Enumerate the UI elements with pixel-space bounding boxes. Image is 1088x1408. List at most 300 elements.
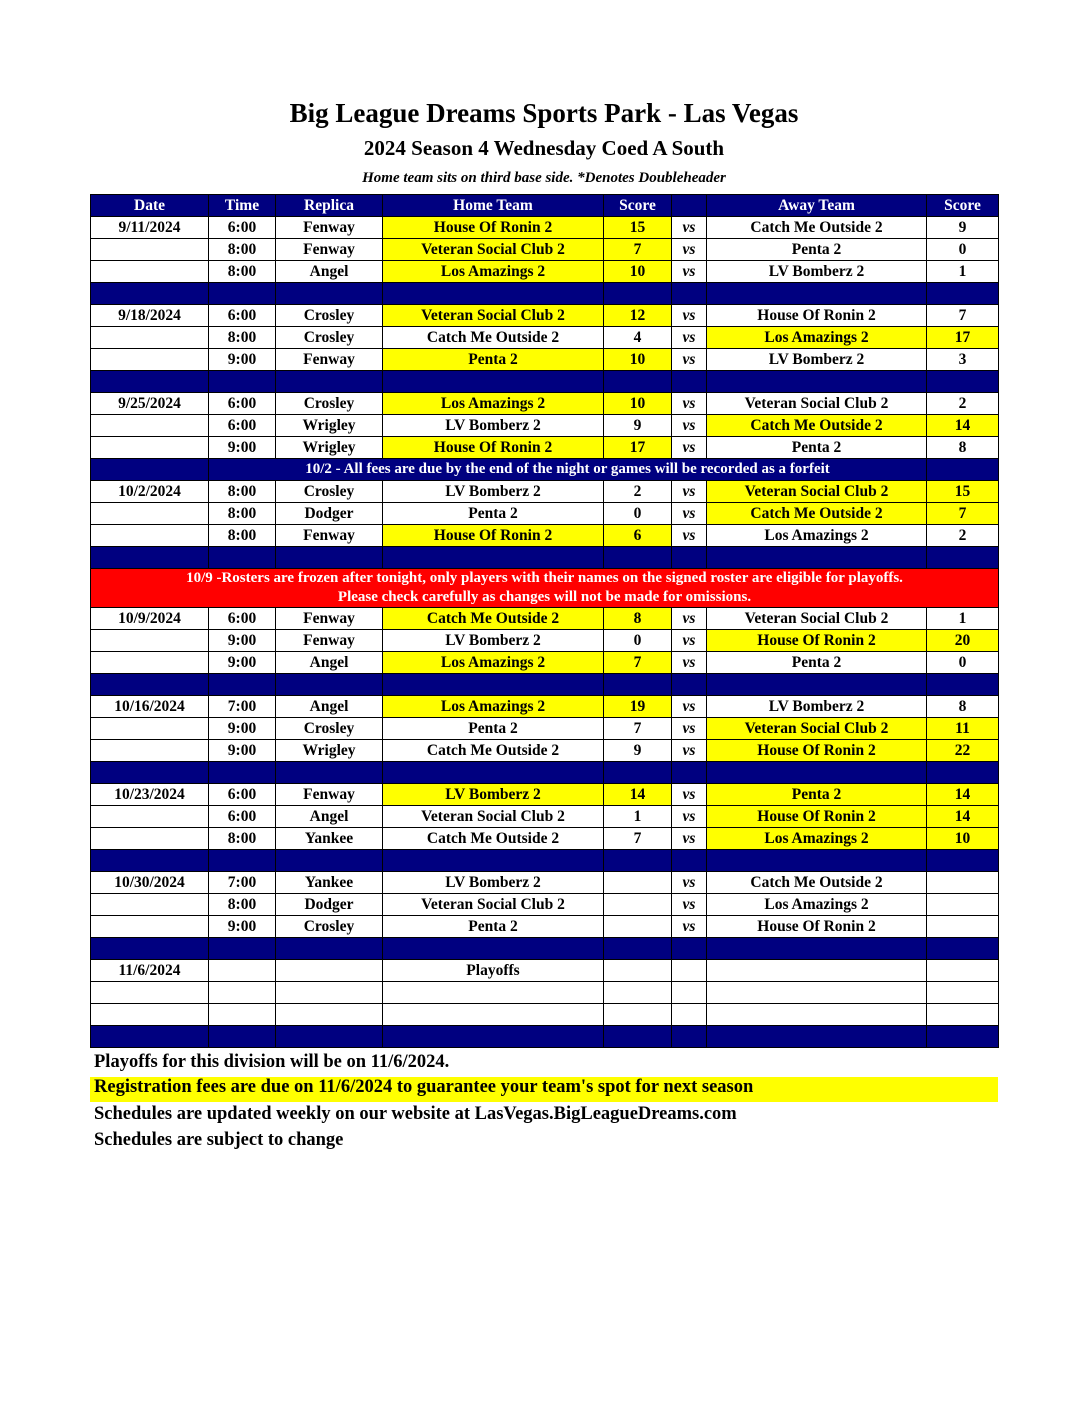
vs-label: vs xyxy=(672,503,707,525)
separator-cell xyxy=(707,762,927,784)
away-score: 1 xyxy=(927,608,999,630)
separator-cell xyxy=(604,674,672,696)
vs-label: vs xyxy=(672,740,707,762)
home-score: 10 xyxy=(604,349,672,371)
away-team: Veteran Social Club 2 xyxy=(707,718,927,740)
game-field: Yankee xyxy=(276,872,383,894)
vs-label: vs xyxy=(672,916,707,938)
game-field: Angel xyxy=(276,652,383,674)
header-home-team: Home Team xyxy=(383,195,604,217)
game-time: 8:00 xyxy=(209,239,276,261)
away-team: Los Amazings 2 xyxy=(707,525,927,547)
separator-cell xyxy=(91,762,209,784)
vs-label xyxy=(672,960,707,982)
away-score xyxy=(927,1004,999,1026)
away-score: 17 xyxy=(927,327,999,349)
footer-playoffs-note: Playoffs for this division will be on 11/6/2024. xyxy=(94,1052,450,1072)
game-field xyxy=(276,982,383,1004)
game-field: Crosley xyxy=(276,305,383,327)
game-time: 9:00 xyxy=(209,349,276,371)
separator-cell xyxy=(209,850,276,872)
vs-label: vs xyxy=(672,481,707,503)
game-row xyxy=(91,872,999,894)
home-score: 7 xyxy=(604,828,672,850)
vs-label: vs xyxy=(672,415,707,437)
game-row xyxy=(91,481,999,503)
home-score: 4 xyxy=(604,327,672,349)
separator-cell xyxy=(927,674,999,696)
game-date: 11/6/2024 xyxy=(91,960,209,982)
home-team: House Of Ronin 2 xyxy=(383,437,604,459)
game-time: 7:00 xyxy=(209,696,276,718)
game-date xyxy=(91,828,209,850)
away-score xyxy=(927,872,999,894)
vs-label: vs xyxy=(672,608,707,630)
header-row xyxy=(91,195,999,217)
separator-cell xyxy=(91,938,209,960)
game-date xyxy=(91,349,209,371)
header-date: Date xyxy=(91,195,209,217)
game-row xyxy=(91,437,999,459)
vs-label: vs xyxy=(672,652,707,674)
game-date xyxy=(91,261,209,283)
vs-label: vs xyxy=(672,239,707,261)
separator-cell xyxy=(91,850,209,872)
vs-label: vs xyxy=(672,872,707,894)
separator-cell xyxy=(209,371,276,393)
game-time: 8:00 xyxy=(209,894,276,916)
away-score: 3 xyxy=(927,349,999,371)
game-time: 8:00 xyxy=(209,261,276,283)
game-row xyxy=(91,718,999,740)
separator-cell xyxy=(91,371,209,393)
away-score: 10 xyxy=(927,828,999,850)
away-score xyxy=(927,916,999,938)
away-score: 0 xyxy=(927,239,999,261)
separator-cell xyxy=(209,674,276,696)
separator-cell xyxy=(707,1026,927,1048)
away-team: House Of Ronin 2 xyxy=(707,916,927,938)
separator-cell xyxy=(672,1026,707,1048)
home-score: 7 xyxy=(604,652,672,674)
home-score: 7 xyxy=(604,718,672,740)
home-score xyxy=(604,960,672,982)
away-team: Catch Me Outside 2 xyxy=(707,503,927,525)
separator-cell xyxy=(276,283,383,305)
page-title: Big League Dreams Sports Park - Las Vegas xyxy=(289,98,799,128)
separator-cell xyxy=(927,1026,999,1048)
separator-cell xyxy=(672,547,707,569)
game-time: 8:00 xyxy=(209,525,276,547)
home-team: LV Bomberz 2 xyxy=(383,415,604,437)
separator-cell xyxy=(707,850,927,872)
footer-website-note: Schedules are updated weekly on our website at LasVegas.BigLeagueDreams.com xyxy=(94,1104,737,1124)
away-score: 8 xyxy=(927,696,999,718)
separator-cell xyxy=(383,674,604,696)
game-field: Fenway xyxy=(276,239,383,261)
game-date xyxy=(91,982,209,1004)
vs-label: vs xyxy=(672,828,707,850)
vs-label: vs xyxy=(672,437,707,459)
away-team: Veteran Social Club 2 xyxy=(707,608,927,630)
away-team: Los Amazings 2 xyxy=(707,828,927,850)
separator-cell xyxy=(927,547,999,569)
vs-label: vs xyxy=(672,327,707,349)
away-score: 11 xyxy=(927,718,999,740)
away-team xyxy=(707,1004,927,1026)
home-team: Veteran Social Club 2 xyxy=(383,239,604,261)
game-date xyxy=(91,525,209,547)
alert-line-2: Please check carefully as changes will not be made for omissions. xyxy=(337,589,752,605)
separator-cell xyxy=(383,938,604,960)
vs-label: vs xyxy=(672,261,707,283)
game-time: 9:00 xyxy=(209,916,276,938)
separator-cell xyxy=(604,938,672,960)
game-field: Fenway xyxy=(276,608,383,630)
separator-row xyxy=(91,674,999,696)
game-row xyxy=(91,784,999,806)
game-field: Wrigley xyxy=(276,437,383,459)
notice-text: 10/2 - All fees are due by the end of the night or games will be recorded as a forfeit xyxy=(209,459,927,481)
game-field: Dodger xyxy=(276,503,383,525)
game-field: Wrigley xyxy=(276,415,383,437)
away-team: Los Amazings 2 xyxy=(707,894,927,916)
home-team xyxy=(383,1004,604,1026)
home-team: Penta 2 xyxy=(383,718,604,740)
game-row xyxy=(91,828,999,850)
game-row xyxy=(91,608,999,630)
away-team: Penta 2 xyxy=(707,437,927,459)
game-time: 6:00 xyxy=(209,393,276,415)
home-team: Los Amazings 2 xyxy=(383,393,604,415)
away-score: 0 xyxy=(927,652,999,674)
game-row xyxy=(91,806,999,828)
separator-cell xyxy=(383,850,604,872)
separator-cell xyxy=(383,1026,604,1048)
notice-blank-cell xyxy=(927,459,999,481)
game-field: Fenway xyxy=(276,630,383,652)
game-date: 10/23/2024 xyxy=(91,784,209,806)
away-team: LV Bomberz 2 xyxy=(707,261,927,283)
game-time: 6:00 xyxy=(209,608,276,630)
home-team: House Of Ronin 2 xyxy=(383,525,604,547)
game-row xyxy=(91,217,999,239)
away-score xyxy=(927,960,999,982)
vs-label xyxy=(672,1004,707,1026)
game-date xyxy=(91,327,209,349)
away-team: Penta 2 xyxy=(707,784,927,806)
separator-cell xyxy=(672,762,707,784)
away-score: 2 xyxy=(927,393,999,415)
separator-row xyxy=(91,547,999,569)
game-row xyxy=(91,1004,999,1026)
game-row xyxy=(91,652,999,674)
game-time: 9:00 xyxy=(209,718,276,740)
page-subtitle: 2024 Season 4 Wednesday Coed A South xyxy=(363,136,725,160)
game-time: 8:00 xyxy=(209,503,276,525)
away-team: LV Bomberz 2 xyxy=(707,349,927,371)
alert-text xyxy=(91,569,999,608)
separator-cell xyxy=(383,762,604,784)
home-score: 19 xyxy=(604,696,672,718)
separator-cell xyxy=(672,850,707,872)
game-field: Angel xyxy=(276,261,383,283)
separator-cell xyxy=(927,762,999,784)
header-away-score: Score xyxy=(927,195,999,217)
separator-cell xyxy=(707,283,927,305)
home-score: 10 xyxy=(604,393,672,415)
game-date xyxy=(91,503,209,525)
game-date: 10/30/2024 xyxy=(91,872,209,894)
game-field: Dodger xyxy=(276,894,383,916)
away-team: House Of Ronin 2 xyxy=(707,305,927,327)
separator-cell xyxy=(672,674,707,696)
game-date xyxy=(91,1004,209,1026)
separator-cell xyxy=(604,371,672,393)
game-field xyxy=(276,1004,383,1026)
home-score: 2 xyxy=(604,481,672,503)
separator-cell xyxy=(672,938,707,960)
separator-row xyxy=(91,1026,999,1048)
away-score: 15 xyxy=(927,481,999,503)
game-date xyxy=(91,630,209,652)
footer-change-note: Schedules are subject to change xyxy=(94,1130,344,1150)
separator-cell xyxy=(209,762,276,784)
home-team: Playoffs xyxy=(383,960,604,982)
separator-cell xyxy=(707,674,927,696)
home-team: Los Amazings 2 xyxy=(383,261,604,283)
away-score: 9 xyxy=(927,217,999,239)
game-time: 6:00 xyxy=(209,415,276,437)
home-team: Catch Me Outside 2 xyxy=(383,740,604,762)
home-team: Catch Me Outside 2 xyxy=(383,608,604,630)
away-team: House Of Ronin 2 xyxy=(707,740,927,762)
separator-cell xyxy=(604,547,672,569)
home-team: Veteran Social Club 2 xyxy=(383,894,604,916)
home-score: 14 xyxy=(604,784,672,806)
game-time: 9:00 xyxy=(209,630,276,652)
separator-cell xyxy=(604,283,672,305)
home-score xyxy=(604,982,672,1004)
home-team: Veteran Social Club 2 xyxy=(383,305,604,327)
header-vs xyxy=(672,195,707,217)
separator-cell xyxy=(604,762,672,784)
game-field: Fenway xyxy=(276,217,383,239)
game-time: 8:00 xyxy=(209,327,276,349)
separator-row xyxy=(91,762,999,784)
game-row xyxy=(91,261,999,283)
separator-cell xyxy=(927,371,999,393)
game-date xyxy=(91,718,209,740)
away-score: 14 xyxy=(927,784,999,806)
away-team: LV Bomberz 2 xyxy=(707,696,927,718)
game-date xyxy=(91,415,209,437)
away-score: 8 xyxy=(927,437,999,459)
header-away-team: Away Team xyxy=(707,195,927,217)
alert-line-1: 10/9 -Rosters are frozen after tonight, only players with their names on the signed roster are eligible for playoffs. xyxy=(186,570,903,586)
separator-cell xyxy=(383,547,604,569)
home-score: 7 xyxy=(604,239,672,261)
home-score: 1 xyxy=(604,806,672,828)
game-field: Crosley xyxy=(276,718,383,740)
separator-cell xyxy=(672,371,707,393)
home-score xyxy=(604,916,672,938)
game-row xyxy=(91,960,999,982)
game-field: Wrigley xyxy=(276,740,383,762)
game-row xyxy=(91,630,999,652)
game-row xyxy=(91,982,999,1004)
separator-cell xyxy=(707,938,927,960)
vs-label: vs xyxy=(672,894,707,916)
header-home-score: Score xyxy=(604,195,672,217)
game-time: 6:00 xyxy=(209,305,276,327)
home-team xyxy=(383,982,604,1004)
vs-label: vs xyxy=(672,784,707,806)
away-team: House Of Ronin 2 xyxy=(707,630,927,652)
away-score xyxy=(927,894,999,916)
separator-cell xyxy=(209,1026,276,1048)
vs-label: vs xyxy=(672,217,707,239)
header-replica: Replica xyxy=(276,195,383,217)
game-field xyxy=(276,960,383,982)
home-score: 17 xyxy=(604,437,672,459)
away-score: 7 xyxy=(927,503,999,525)
separator-row xyxy=(91,938,999,960)
game-time: 9:00 xyxy=(209,437,276,459)
separator-cell xyxy=(707,547,927,569)
away-score xyxy=(927,982,999,1004)
away-team xyxy=(707,960,927,982)
game-date: 10/16/2024 xyxy=(91,696,209,718)
home-team: LV Bomberz 2 xyxy=(383,481,604,503)
separator-cell xyxy=(91,283,209,305)
home-score xyxy=(604,1004,672,1026)
game-row xyxy=(91,239,999,261)
game-field: Crosley xyxy=(276,481,383,503)
home-team: Veteran Social Club 2 xyxy=(383,806,604,828)
separator-cell xyxy=(276,938,383,960)
away-score: 20 xyxy=(927,630,999,652)
notice-row xyxy=(91,459,999,481)
separator-cell xyxy=(383,283,604,305)
vs-label: vs xyxy=(672,349,707,371)
game-time: 9:00 xyxy=(209,652,276,674)
home-score: 10 xyxy=(604,261,672,283)
separator-row xyxy=(91,283,999,305)
game-date: 10/2/2024 xyxy=(91,481,209,503)
away-score: 2 xyxy=(927,525,999,547)
away-team: Catch Me Outside 2 xyxy=(707,217,927,239)
game-time: 9:00 xyxy=(209,740,276,762)
away-score: 14 xyxy=(927,806,999,828)
home-team: LV Bomberz 2 xyxy=(383,784,604,806)
away-score: 1 xyxy=(927,261,999,283)
vs-label: vs xyxy=(672,806,707,828)
away-score: 22 xyxy=(927,740,999,762)
schedule-note: Home team sits on third base side. *Denotes Doubleheader xyxy=(362,170,726,186)
away-team: Catch Me Outside 2 xyxy=(707,415,927,437)
game-time xyxy=(209,960,276,982)
game-date xyxy=(91,437,209,459)
game-time: 6:00 xyxy=(209,217,276,239)
game-row xyxy=(91,349,999,371)
vs-label: vs xyxy=(672,393,707,415)
vs-label: vs xyxy=(672,718,707,740)
home-score: 9 xyxy=(604,740,672,762)
game-field: Crosley xyxy=(276,393,383,415)
game-date xyxy=(91,806,209,828)
game-row xyxy=(91,327,999,349)
separator-cell xyxy=(91,674,209,696)
home-score: 0 xyxy=(604,503,672,525)
away-team xyxy=(707,982,927,1004)
game-date: 9/11/2024 xyxy=(91,217,209,239)
away-score: 7 xyxy=(927,305,999,327)
separator-row xyxy=(91,850,999,872)
home-score: 8 xyxy=(604,608,672,630)
footer-registration-note: Registration fees are due on 11/6/2024 to guarantee your team's spot for next season xyxy=(90,1077,998,1102)
separator-cell xyxy=(276,762,383,784)
vs-label xyxy=(672,982,707,1004)
home-team: Penta 2 xyxy=(383,349,604,371)
home-team: Catch Me Outside 2 xyxy=(383,327,604,349)
away-team: Los Amazings 2 xyxy=(707,327,927,349)
game-field: Angel xyxy=(276,696,383,718)
away-team: Penta 2 xyxy=(707,239,927,261)
home-team: Catch Me Outside 2 xyxy=(383,828,604,850)
game-date xyxy=(91,894,209,916)
game-row xyxy=(91,393,999,415)
game-time xyxy=(209,982,276,1004)
game-field: Crosley xyxy=(276,327,383,349)
game-row xyxy=(91,696,999,718)
home-team: Los Amazings 2 xyxy=(383,652,604,674)
home-team: House Of Ronin 2 xyxy=(383,217,604,239)
separator-cell xyxy=(209,547,276,569)
home-team: Penta 2 xyxy=(383,916,604,938)
home-team: LV Bomberz 2 xyxy=(383,630,604,652)
home-score: 9 xyxy=(604,415,672,437)
away-team: Veteran Social Club 2 xyxy=(707,481,927,503)
home-team: Los Amazings 2 xyxy=(383,696,604,718)
separator-cell xyxy=(91,547,209,569)
game-date xyxy=(91,740,209,762)
vs-label: vs xyxy=(672,696,707,718)
game-date: 9/25/2024 xyxy=(91,393,209,415)
home-team: Penta 2 xyxy=(383,503,604,525)
separator-cell xyxy=(383,371,604,393)
game-time: 8:00 xyxy=(209,828,276,850)
game-field: Angel xyxy=(276,806,383,828)
separator-cell xyxy=(927,850,999,872)
home-score xyxy=(604,894,672,916)
separator-cell xyxy=(209,938,276,960)
vs-label: vs xyxy=(672,305,707,327)
separator-cell xyxy=(209,283,276,305)
game-row xyxy=(91,305,999,327)
game-field: Fenway xyxy=(276,784,383,806)
separator-cell xyxy=(672,283,707,305)
away-team: Catch Me Outside 2 xyxy=(707,872,927,894)
game-time: 7:00 xyxy=(209,872,276,894)
separator-cell xyxy=(927,283,999,305)
notice-blank-cell xyxy=(91,459,209,481)
game-time xyxy=(209,1004,276,1026)
game-date: 9/18/2024 xyxy=(91,305,209,327)
game-row xyxy=(91,916,999,938)
game-time: 8:00 xyxy=(209,481,276,503)
vs-label: vs xyxy=(672,630,707,652)
